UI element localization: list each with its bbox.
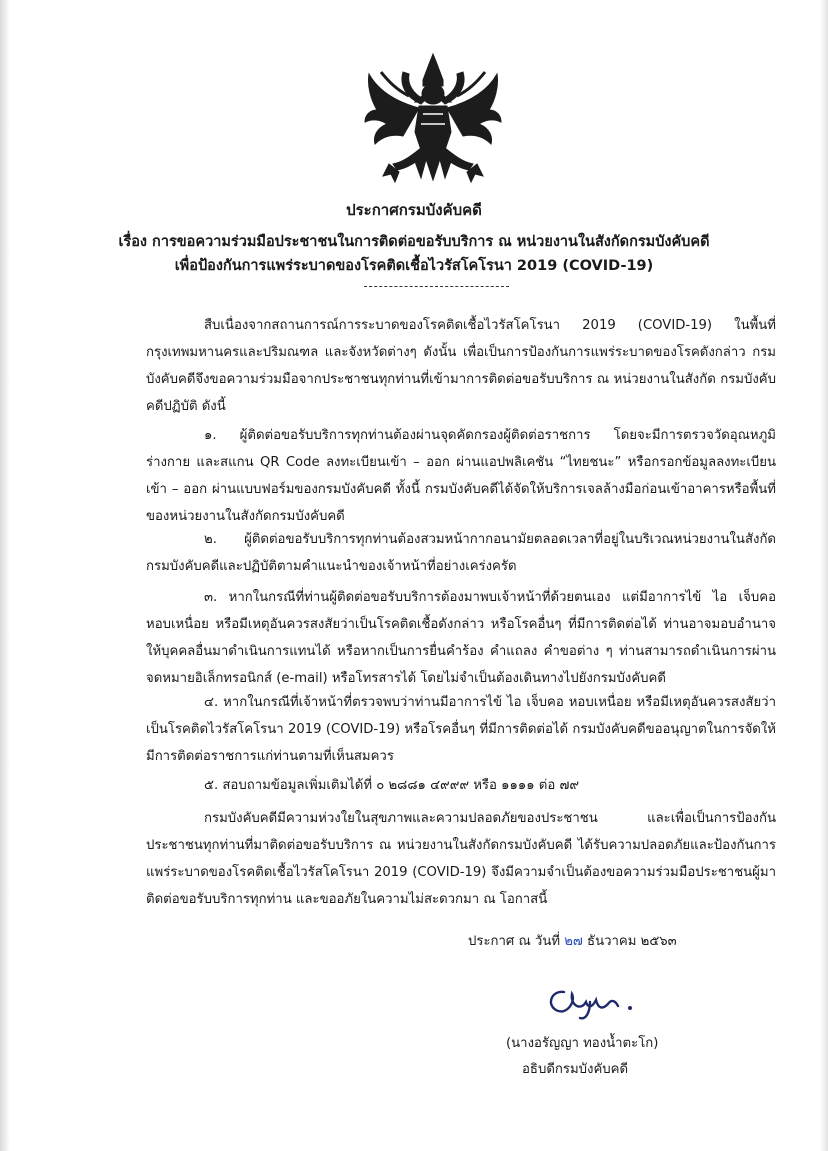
subject-line-1: เรื่อง การขอความร่วมมือประชาชนในการติดต่อขอรับบริการ ณ หน่วยงานในสังกัดกรมบังคับคดี (118, 234, 710, 250)
item-4-paragraph: ๔. หากในกรณีที่เจ้าหน้าที่ตรวจพบว่าท่านมีอาการไข้ ไอ เจ็บคอ หอบเหนื่อย หรือมีเหตุอันควรสงสัยว่าเป็นโรคติดไวรัสโคโรนา 2019 (COVID-19) หรือโรคอื่นๆ ที่มีการติดต่อได้ กรมบังคับคดีขออนุญาตในการจัดให้มีการติดต่อราชการแก่ท่านตามที่เห็นสมควร (146, 695, 776, 764)
garuda-emblem-icon (363, 52, 503, 188)
date-day: ๒๗ (564, 934, 583, 949)
item-1-paragraph: ๑. ผู้ติดต่อขอรับบริการทุกท่านต้องผ่านจุดคัดกรองผู้ติดต่อราชการ โดยจะมีการตรวจวัดอุณหภูมิร่างกาย และสแกน QR Code ลงทะเบียนเข้า – ออก ผ่านแอปพลิเคชัน “ไทยชนะ” หรือกรอกข้อมูลลงทะเบียนเข้า – ออก ผ่านแบบฟอร์มของกรมบังคับคดี ทั้งนี้ กรมบังคับคดีได้จัดให้บริการเจลล้างมือก่อนเข้าอาคารหรือพื้นที่ของหน่วยงานในสังกัดกรมบังคับคดี (146, 428, 776, 524)
date-month-year: ธันวาคม ๒๕๖๓ (587, 934, 677, 949)
signer-position: อธิบดีกรมบังคับคดี (522, 1062, 629, 1077)
signature-icon (542, 978, 652, 1022)
signer-name: (นางอรัญญา ทองน้ำตะโก) (506, 1036, 659, 1051)
closing-paragraph: กรมบังคับคดีมีความห่วงใยในสุขภาพและความปลอดภัยของประชาชน และเพื่อเป็นการป้องกันประชาชนทุกท่านที่มาติดต่อขอรับบริการ ณ หน่วยงานในสังกัดกรมบังคับคดี ได้รับความปลอดภัยและป้องกันการแพร่ระบาดของโรคติดเชื้อไวรัสโคโรนา 2019 (COVID-19) จึงมีความจำเป็นต้องขอความร่วมมือประชาชนผู้มาติดต่อขอรับบริการทุกท่าน และขออภัยในความไม่สะดวกมา ณ โอกาสนี้ (146, 811, 776, 907)
page-left-edge-shadow (0, 0, 10, 1151)
item-3-paragraph: ๓. หากในกรณีที่ท่านผู้ติดต่อขอรับบริการต้องมาพบเจ้าหน้าที่ด้วยตนเอง แต่มีอาการไข้ ไอ เจ็บคอ หอบเหนื่อย หรือมีเหตุอันควรสงสัยว่าเป็นโรคติดเชื้อดังกล่าว หรือโรคอื่นๆ ที่มีการติดต่อได้ ท่านอาจมอบอำนาจให้บุคคลอื่นมาดำเนินการแทนได้ หรือหากเป็นการยื่นคำร้อง คำแถลง คำขอต่าง ๆ ท่านสามารถดำเนินการผ่านจดหมายอิเล็กทรอนิกส์ (e-mail) หรือโทรสารได้ โดยไม่จำเป็นต้องเดินทางไปยังกรมบังคับคดี (146, 590, 776, 686)
item-5-paragraph: ๕. สอบถามข้อมูลเพิ่มเติมได้ที่ ๐ ๒๘๘๑ ๔๙๙๙ หรือ ๑๑๑๑ ต่อ ๗๙ (204, 778, 580, 793)
intro-paragraph: สืบเนื่องจากสถานการณ์การระบาดของโรคติดเชื้อไวรัสโคโรนา 2019 (COVID-19) ในพื้นที่กรุงเทพมหานครและปริมณฑล และจังหวัดต่างๆ ดังนั้น เพื่อเป็นการป้องกันการแพร่ระบาดของโรคดังกล่าว กรมบังคับคดีจึงขอความร่วมมือจากประชาชนทุกท่านที่เข้ามาการติดต่อขอรับบริการ ณ หน่วยงานในสังกัด กรมบังคับคดีปฏิบัติ ดังนี้ (146, 318, 776, 414)
announcement-date (468, 930, 677, 951)
page-right-edge-shadow (820, 0, 828, 1151)
date-prefix: ประกาศ ณ วันที่ (468, 934, 561, 949)
item-2-paragraph: ๒. ผู้ติดต่อขอรับบริการทุกท่านต้องสวมหน้ากากอนามัยตลอดเวลาที่อยู่ในบริเวณหน่วยงานในสังกัดกรมบังคับคดีและปฏิบัติตามคำแนะนำของเจ้าหน้าที่อย่างเคร่งครัด (146, 532, 776, 574)
announcement-title: ประกาศกรมบังคับคดี (346, 201, 482, 219)
subject-line-2: เพื่อป้องกันการแพร่ระบาดของโรคติดเชื้อไวรัสโคโรนา 2019 (COVID-19) (174, 258, 654, 274)
title-divider (364, 286, 509, 287)
